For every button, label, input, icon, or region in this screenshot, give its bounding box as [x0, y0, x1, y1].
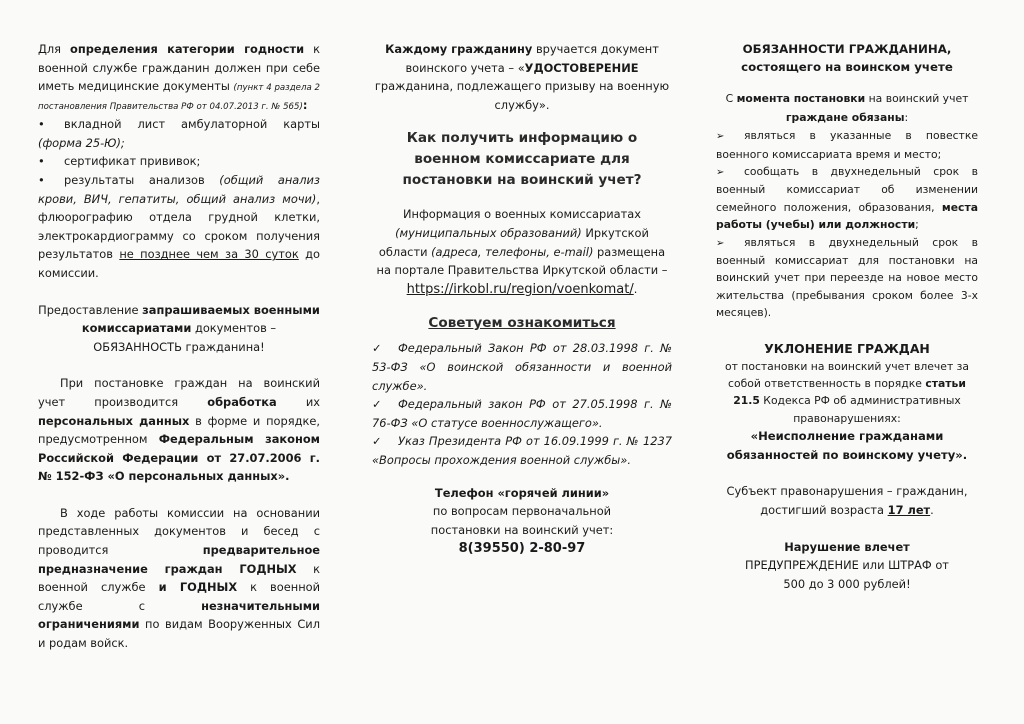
- evasion-paragraph: от постановки на воинский учет влечет за собой ответственность в порядке статьи 21.5 Кодекса РФ об административных правонарушениях:: [724, 359, 970, 425]
- bullet-icon: •: [38, 117, 45, 132]
- subject-paragraph: Субъект правонарушения – гражданин, достигший возраста 17 лет.: [726, 484, 968, 518]
- certificate-paragraph: Каждому гражданину вручается документ воинского учета – «УДОСТОВЕРЕНИЕ гражданина, подлежащего призыву на военную службу».: [374, 42, 670, 112]
- duties-intro: С момента постановки на воинский учет граждане обязаны:: [725, 92, 969, 124]
- documents-obligation-notice: Предоставление запрашиваемых военными комиссариатами документов – ОБЯЗАННОСТЬ гражданина!: [38, 302, 320, 354]
- list-item: ➢ сообщать в двухнедельный срок в военный комиссариат об изменении семейного положения, образования, места работы (учебы) или должности;: [716, 165, 978, 232]
- duties-list: [716, 127, 978, 321]
- list-item: ➢ являться в указанные в повестке военного комиссариата время и место;: [716, 129, 978, 161]
- checkmark-icon: ✓: [372, 434, 382, 449]
- documents-list: [38, 115, 320, 282]
- commission-paragraph: В ходе работы комиссии на основании представленных документов и бесед с проводится предварительное предназначение граждан ГОДНЫХ к военной службе и ГОДНЫХ к военной службе с незначительными ограничениями по видам Вооруженных Сил и родам войск.: [38, 505, 321, 651]
- list-item: • сертификат прививок;: [38, 152, 320, 171]
- portal-link-line: https://irkobl.ru/region/voenkomat/.: [406, 281, 638, 297]
- arrow-icon: ➢: [716, 167, 725, 178]
- list-item: ✓ Федеральный Закон РФ от 28.03.1998 г. № 53-ФЗ «О воинской обязанности и военной службе».: [372, 341, 672, 393]
- duties-heading: ОБЯЗАННОСТИ ГРАЖДАНИНА, состоящего на воинском учете: [741, 42, 953, 74]
- list-item: ✓ Указ Президента РФ от 16.09.1999 г. № 1237 «Вопросы прохождения военной службы».: [372, 434, 672, 467]
- list-item: ➢ являться в двухнедельный срок в военный комиссариат для постановки на воинский учет при переезде на новое место жительства (пребывания сроком более 3-х месяцев).: [716, 235, 978, 320]
- list-item: ✓ Федеральный закон РФ от 27.05.1998 г. № 76-ФЗ «О статусе военнослужащего».: [372, 397, 672, 430]
- bullet-icon: •: [38, 154, 45, 169]
- evasion-heading: УКЛОНЕНИЕ ГРАЖДАН: [764, 340, 930, 356]
- arrow-icon: ➢: [716, 237, 725, 249]
- personal-data-paragraph: При постановке граждан на воинский учет производится обработка их персональных данных в форме и порядке, предусмотренном Федеральным законом Российской Федерации от 27.07.2006 г. № 152-ФЗ «О персональных данных».: [38, 376, 320, 484]
- info-paragraph: Информация о военных комиссариатах (муниципальных образований) Иркутской области (адреса, телефоны, e-mail) размещена на портале Правительства Иркутской области –: [376, 207, 668, 278]
- list-item: • вкладной лист амбулаторной карты (форма 25-Ю);: [38, 117, 320, 150]
- column-left: [38, 40, 320, 653]
- documents-paragraph: Для определения категории годности к военной службе гражданин должен при себе иметь медицинские документы (пункт 4 раздела 2 постановления Правительства РФ от 04.07.2013 г. № 565):: [38, 42, 320, 113]
- offense-title: «Неисполнение гражданами обязанностей по воинскому учету».: [726, 429, 968, 462]
- bullet-icon: •: [38, 172, 45, 187]
- legal-reference-note: (пункт 4 раздела 2 постановления Правительства РФ от 04.07.2013 г. № 565): [38, 83, 320, 113]
- penalty-block: Нарушение влечет ПРЕДУПРЕЖДЕНИЕ или ШТРАФ от 500 до 3 000 рублей!: [745, 539, 949, 591]
- column-middle: [372, 40, 672, 559]
- checkmark-icon: ✓: [372, 397, 382, 412]
- laws-list: [372, 339, 672, 469]
- recommend-heading: Советуем ознакомиться: [428, 315, 616, 332]
- checkmark-icon: ✓: [372, 341, 382, 356]
- arrow-icon: ➢: [716, 131, 725, 143]
- list-item: • результаты анализов (общий анализ крови, ВИЧ, гепатиты, общий анализ мочи), флюорографию отдела грудной клетки, электрокардиограмму со сроком получения результатов не позднее чем за 30 суток до комиссии.: [38, 172, 320, 280]
- info-heading: Как получить информацию о военном комиссариате для постановки на воинский учет?: [402, 130, 642, 189]
- column-right: [716, 40, 978, 593]
- hotline-phone: 8(39550) 2-80-97: [458, 541, 586, 557]
- hotline-block: Телефон «горячей линии» по вопросам первоначальной постановки на воинский учет: 8(39550) 2-80-97: [430, 485, 614, 557]
- portal-link[interactable]: https://irkobl.ru/region/voenkomat/: [406, 281, 634, 297]
